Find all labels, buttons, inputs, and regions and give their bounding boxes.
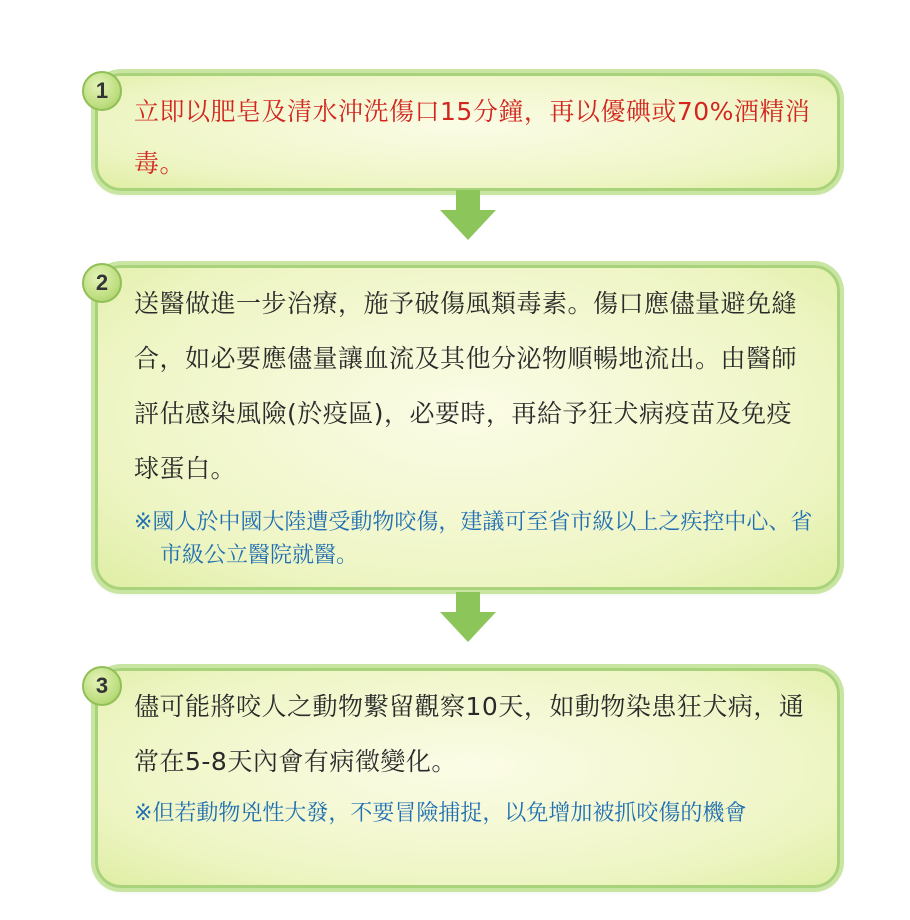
step-2-note: ※國人於中國大陸遭受動物咬傷，建議可至省市級以上之疾控中心、省市級公立醫院就醫。 (134, 510, 813, 568)
step-3-number-badge: 3 (82, 666, 122, 706)
step-3-box (95, 668, 840, 888)
step-1-box (95, 73, 840, 191)
step-2-box (95, 265, 840, 590)
arrow-down-icon (440, 592, 496, 642)
step-2-number-badge: 2 (82, 263, 122, 303)
step-3-note: ※但若動物兇性大發，不要冒險捕捉，以免增加被抓咬傷的機會 (134, 801, 747, 826)
step-1-number-badge: 1 (82, 71, 122, 111)
step-2-text: 送醫做進一步治療，施予破傷風類毒素。傷口應儘量避免縫合，如必要應儘量讓血流及其他分泌物順暢地流出。由醫師評估感染風險(於疫區)，必要時，再給予狂犬病疫苗及免疫球蛋白。 (134, 289, 798, 483)
step-3-text: 儘可能將咬人之動物繫留觀察10天，如動物染患狂犬病，通常在5-8天內會有病徵變化。 (134, 692, 805, 776)
step-1-text: 立即以肥皂及清水沖洗傷口15分鐘，再以優碘或70%酒精消毒。 (134, 97, 811, 178)
arrow-down-icon (440, 190, 496, 240)
